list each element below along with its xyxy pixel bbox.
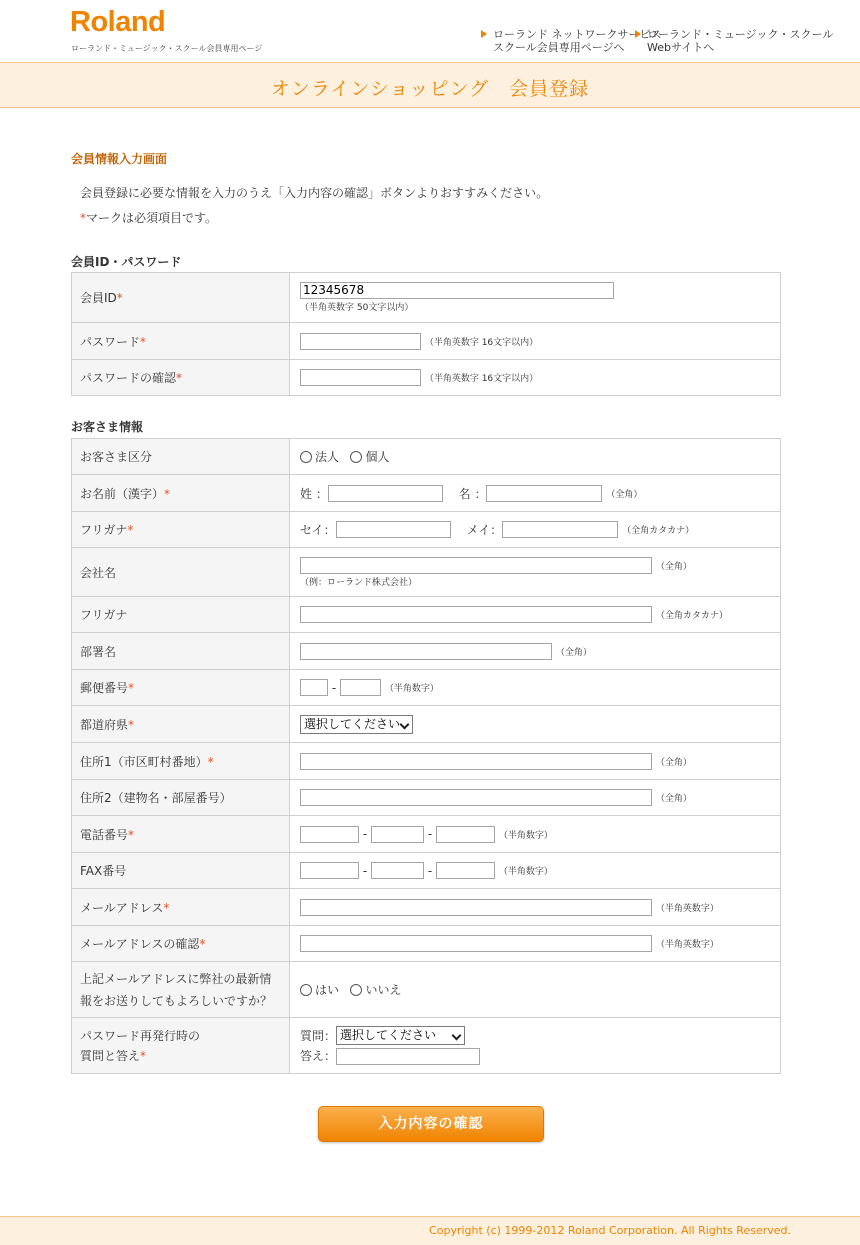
tel-separator: - — [362, 827, 368, 841]
name-label: お名前（漢字）* — [72, 475, 290, 512]
company-label: 会社名 — [72, 548, 290, 597]
fax-label: FAX番号 — [72, 853, 290, 889]
member-id-row — [72, 273, 781, 323]
zip-second-input[interactable] — [340, 679, 381, 696]
id-password-section-title: 会員ID・パスワード — [71, 255, 182, 269]
network-service-link-line1: ローランド ネットワークサービス — [493, 28, 662, 41]
member-id-label: 会員ID* — [72, 273, 290, 323]
first-name-input[interactable] — [486, 485, 602, 502]
arrow-right-icon — [481, 30, 487, 38]
address2-note: （全角） — [655, 794, 692, 804]
chevron-down-icon — [400, 719, 410, 729]
department-row — [72, 633, 781, 670]
password-label: パスワード* — [72, 323, 290, 360]
network-service-link-line2: スクール会員専用ページへ — [493, 41, 625, 54]
newsletter-row — [72, 962, 781, 1018]
last-name-input[interactable] — [328, 485, 443, 502]
zip-first-input[interactable] — [300, 679, 328, 696]
fax-second-input[interactable] — [371, 862, 424, 879]
kana-last-input[interactable] — [336, 521, 451, 538]
id-password-table — [71, 272, 781, 396]
address1-input[interactable] — [300, 753, 652, 770]
email-confirm-input[interactable] — [300, 935, 652, 952]
zip-note: （半角数字） — [384, 684, 439, 694]
member-id-input[interactable]: 12345678 — [300, 282, 614, 299]
kana-row — [72, 512, 781, 548]
music-school-website-link[interactable] — [647, 28, 833, 54]
kana-first-input[interactable] — [502, 521, 618, 538]
fax-row — [72, 853, 781, 889]
address1-row — [72, 743, 781, 780]
fax-first-input[interactable] — [300, 862, 359, 879]
newsletter-yes-radio[interactable] — [300, 984, 312, 996]
title-band — [0, 62, 860, 108]
company-kana-row — [72, 597, 781, 633]
newsletter-label: 上記メールアドレスに弊社の最新情 報をお送りしてもよろしいですか？ — [72, 962, 290, 1018]
address2-input[interactable] — [300, 789, 652, 806]
fax-third-input[interactable] — [436, 862, 495, 879]
required-note — [80, 209, 217, 226]
password-reminder-row — [72, 1018, 781, 1074]
kana-last-prefix: セイ： — [300, 523, 336, 537]
address1-label: 住所1（市区町村番地）* — [72, 743, 290, 780]
fax-note: （半角数字） — [498, 867, 553, 877]
question-prefix: 質問： — [300, 1028, 337, 1043]
tel-separator: - — [427, 827, 433, 841]
prefecture-label: 都道府県* — [72, 706, 290, 743]
company-input[interactable] — [300, 557, 652, 574]
email-note: （半角英数字） — [655, 903, 719, 914]
tel-first-input[interactable] — [300, 826, 359, 843]
customer-type-row — [72, 439, 781, 475]
address1-note: （全角） — [655, 757, 692, 768]
roland-logo[interactable]: Roland — [70, 6, 166, 38]
password-note: （半角英数字 16文字以内） — [424, 337, 539, 348]
question-select[interactable]: 選択してください — [336, 1026, 465, 1045]
kana-note: （全角カタカナ） — [622, 526, 695, 536]
form-heading: 会員情報入力画面 — [71, 152, 168, 166]
company-kana-input[interactable] — [300, 606, 652, 623]
chevron-down-icon — [452, 1031, 462, 1041]
answer-prefix: 答え： — [300, 1049, 337, 1063]
page-footer — [0, 1216, 860, 1245]
copyright: Copyright (c) 1999-2012 Roland Corporation. All Rights Reserved. — [429, 1224, 791, 1237]
customer-type-label: お客さま区分 — [72, 439, 290, 475]
address2-label: 住所2（建物名・部屋番号） — [72, 780, 290, 816]
corporate-radio[interactable] — [300, 451, 312, 463]
tel-label: 電話番号* — [72, 816, 290, 853]
tel-third-input[interactable] — [436, 826, 495, 843]
company-row — [72, 548, 781, 597]
answer-input[interactable] — [336, 1048, 480, 1065]
password-row — [72, 323, 781, 360]
zip-separator: - — [331, 680, 337, 695]
company-kana-note: （全角カタカナ） — [655, 611, 728, 621]
newsletter-yes-label: はい — [315, 983, 340, 997]
email-confirm-row — [72, 926, 781, 962]
customer-info-table — [71, 438, 781, 1074]
first-name-prefix: 名 ： — [458, 486, 487, 501]
required-mark: * — [80, 211, 86, 225]
fax-separator: - — [362, 863, 368, 878]
kana-first-prefix: メイ： — [466, 523, 503, 537]
password-reminder-label: パスワード再発行時の 質問と答え* — [72, 1018, 290, 1074]
arrow-right-icon — [635, 30, 641, 38]
department-label: 部署名 — [72, 633, 290, 670]
member-id-note: （半角英数字 50文字以内） — [300, 303, 414, 313]
customer-section-title: お客さま情報 — [71, 420, 144, 434]
newsletter-no-radio[interactable] — [350, 984, 362, 996]
name-note: （全角） — [606, 489, 643, 500]
tel-second-input[interactable] — [371, 826, 424, 843]
zip-label: 郵便番号* — [72, 670, 290, 706]
prefecture-row — [72, 706, 781, 743]
page-header — [0, 0, 860, 62]
intro-text: 会員登録に必要な情報を入力のうえ「入力内容の確認」ボタンよりおすすみください。 — [80, 186, 549, 200]
confirm-button[interactable]: 入力内容の確認 — [318, 1106, 544, 1142]
required-note-text: マークは必須項目です。 — [86, 211, 218, 225]
newsletter-no-label: いいえ — [365, 983, 402, 997]
email-label: メールアドレス* — [72, 889, 290, 926]
password-confirm-note: （半角英数字 16文字以内） — [424, 374, 539, 384]
password-confirm-label: パスワードの確認* — [72, 360, 290, 396]
password-confirm-row — [72, 360, 781, 396]
music-school-link-line2: Webサイトへ — [647, 41, 715, 54]
individual-radio-label: 個人 — [365, 450, 390, 464]
email-confirm-label: メールアドレスの確認* — [72, 926, 290, 962]
kana-label: フリガナ* — [72, 512, 290, 548]
password-confirm-input[interactable] — [300, 369, 421, 386]
department-note: （全角） — [555, 647, 592, 658]
fax-separator: - — [427, 863, 433, 878]
last-name-prefix: 姓 ： — [300, 486, 328, 501]
address2-row — [72, 780, 781, 816]
prefecture-select[interactable]: 選択してください — [300, 715, 413, 734]
logo-subtitle: ローランド・ミュージック・スクール会員専用ページ — [71, 44, 263, 53]
company-kana-label: フリガナ — [72, 597, 290, 633]
email-input[interactable] — [300, 899, 652, 916]
email-row — [72, 889, 781, 926]
tel-note: （半角数字） — [498, 830, 553, 841]
zip-row — [72, 670, 781, 706]
email-confirm-note: （半角英数字） — [655, 940, 719, 950]
tel-row — [72, 816, 781, 853]
page-title: オンラインショッピング 会員登録 — [270, 78, 590, 100]
music-school-link-line1: ローランド・ミュージック・スクール — [647, 28, 834, 41]
individual-radio[interactable] — [350, 451, 362, 463]
password-input[interactable] — [300, 333, 421, 350]
department-input[interactable] — [300, 643, 552, 660]
name-row — [72, 475, 781, 512]
company-example: （例：ローランド株式会社） — [300, 577, 418, 588]
company-note: （全角） — [655, 561, 692, 572]
corporate-radio-label: 法人 — [315, 450, 340, 464]
